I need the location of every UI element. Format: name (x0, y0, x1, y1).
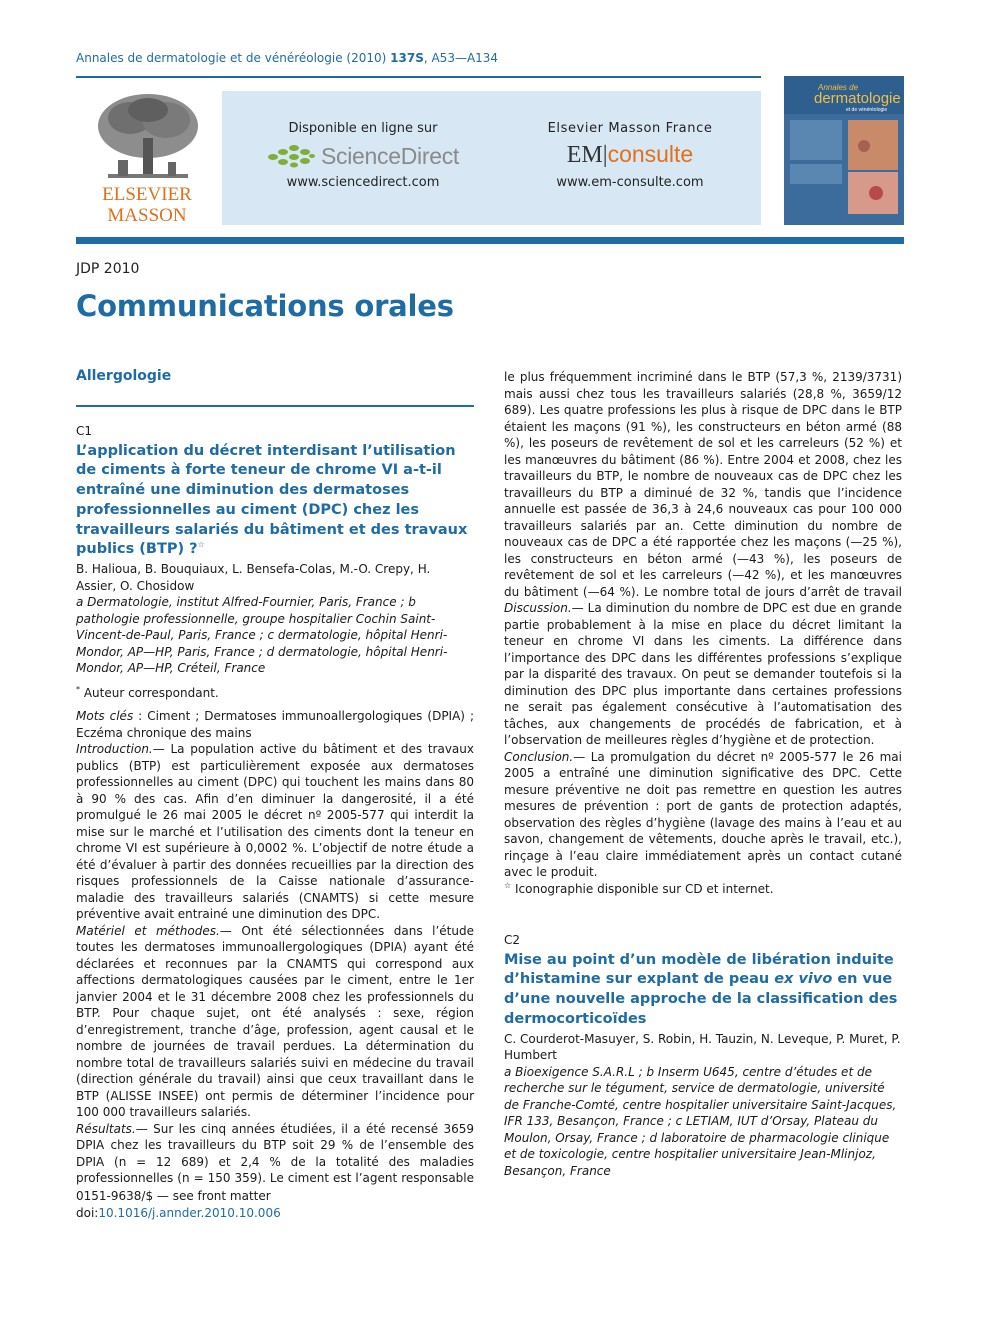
svg-text:et de vénéréologie: et de vénéréologie (846, 107, 888, 113)
introduction-paragraph: Introduction.— La population active du bâtiment et des travaux publics (BTP) est particulièrement exposée aux dermatoses professionnelles au ciment (DPC) qui touchent les mains dans 80 à 90 % des cas. Afin d’en diminuer la dangerosité, il a été promulgué le 26 mai 2005 le décret nº 2005-577 qui interdit la mise sur le marché et l’utilisation des ciments dont la teneur en chrome VI est supérieure à 0,0002 %. L’objectif de notre étude a été d’évaluer à partir des données recueillies par la direction des risques professionnels de la Caisse nationale d’assurance-maladie des travailleurs salariés (CNAMTS) si cette mesure préventive avait entrainé une diminution des DPC. (76, 742, 474, 922)
abstract-code-2: C2 (504, 933, 521, 947)
top-rule (76, 76, 761, 78)
conference-label: JDP 2010 (76, 261, 140, 277)
section-rule (76, 405, 474, 407)
tree-logo-icon (88, 90, 206, 226)
discussion-paragraph: Discussion.— La diminution du nombre de DPC est due en grande partie probablement à la mise en place du décret limitant la teneur en chrome VI dans les ciments. La différence dans l’importance des DPC dans les différentes professions s’explique par la disparité des travaux. On peut se demander toutefois si la diminution des DPC plus importante dans certaines professions ne serait pas également consécutive à l’automatisation des tâches, aux changements de procédés de fabrication, et à l’observation de meilleures règles d’hygiène et de protection. (504, 601, 902, 747)
results-paragraph: Résultats.— Sur les cinq années étudiées, il a été recensé 3659 DPIA chez les travailleurs du BTP soit 29 % de l’ensemble des DPIA (n = 12 689) et 2,4 % de la totalité des maladies professionnelles (n = 150 359). Le ciment est l’agent responsable (76, 1121, 474, 1186)
doi-line[interactable]: doi:10.1016/j.annder.2010.10.006 (76, 1206, 281, 1220)
emconsulte-logo[interactable]: EM|consulte (566, 141, 694, 168)
journal-cover-image (784, 76, 904, 225)
svg-text:Annales de: Annales de (818, 83, 859, 92)
sciencedirect-url[interactable]: www.sciencedirect.com (286, 175, 440, 190)
journal-cover[interactable] (784, 76, 904, 225)
corresponding-author-note: * Auteur correspondant. (76, 684, 219, 700)
abstract-title-2: Mise au point d’un modèle de libération induite d’histamine sur explant de peau ex vivo en vue d’une nouvelle approche de la classification des dermocorticoïdes (504, 951, 898, 1027)
results-continued: le plus fréquemment incriminé dans le BTP (57,3 %, 2139/3731) mais aussi chez tous les travailleurs salariés (28,8 %, 3659/12 689). Les quatre professions les plus à risque de DPC dans le BTP étaient les maçons (91 %), les constructeurs en béton armé (88 %), les poseurs de revêtement de sol et les carreleurs (52 %) et les manœuvres du bâtiment (86 %). Entre 2004 et 2008, chez les travailleurs du BTP, le nombre de nouveaux cas de DPC chez les travailleurs du BTP a diminué de 32 %, tandis que l’incidence annuelle est passée de 36,3 à 24,6 nouveaux cas pour 100 000 travailleurs salariés par an. Cette diminution du nombre de nouveaux cas de DPC a été rapportée chez les maçons (—25 %), les constructeurs en béton armé (—43 %), les poseurs de revêtement de sol et les carreleurs (—42 %), et les manœuvres du bâtiment (—64 %). Le nombre total de jours d’arrêt de travail (504, 370, 902, 599)
svg-text:MASSON: MASSON (107, 205, 187, 226)
front-matter-footer (76, 1188, 281, 1222)
section-heading: Allergologie (76, 368, 172, 384)
abstract-code: C1 (76, 424, 93, 438)
sciencedirect-leaves-icon (267, 143, 315, 169)
methods-paragraph: Matériel et méthodes.— Ont été sélectionnées dans l’étude toutes les dermatoses immunoallergologiques (DPIA) ayant été déclarées et reconnues par la CNAMTS qui correspond aux affections dermatologiques causées par le ciment, entre le 1er janvier 2004 et le 31 décembre 2008 chez les professionnels du BTP. Pour chaque sujet, ont été analysés : sexe, région d’enregistrement, tranche d’âge, profession, agent causal et le nombre de journées de travail perdues. La détermination du nombre total de travailleurs salariés suivi en médecine du travail (direction générale du travail) ainsi que ceux travaillant dans le BTP (ALISSE INSEE) ont permis de déterminer l’incidence pour 100 000 travailleurs salariés. (76, 923, 474, 1120)
journal-reference: Annales de dermatologie et de vénéréologie (2010) 137S, A53—A134 (76, 51, 499, 65)
abstract-title: L’application du décret interdisant l’utilisation de ciments à forte teneur de chrome VI a-t-il entraîné une diminution des dermatoses professionnelles au ciment (DPC) chez les travailleurs salariés du bâtiment et des travaux publics (BTP) ?☆ (76, 442, 468, 558)
left-column (76, 423, 474, 1187)
sciencedirect-logo[interactable] (258, 141, 468, 171)
header-divider (76, 237, 904, 244)
svg-text:ELSEVIER: ELSEVIER (102, 184, 192, 205)
emconsulte-block[interactable] (525, 121, 735, 190)
author-list: B. Halioua, B. Bouquiaux, L. Bensefa-Colas, M.-O. Crepy, H. Assier, O. Chosidow (76, 562, 431, 593)
doi-link[interactable]: 10.1016/j.annder.2010.10.006 (98, 1206, 281, 1220)
sciencedirect-available-label: Disponible en ligne sur (288, 121, 438, 136)
author-list-2: C. Courderot-Masuyer, S. Robin, H. Tauzin, N. Leveque, P. Muret, P. Humbert (504, 1031, 901, 1063)
em-publisher-label: Elsevier Masson France (547, 121, 713, 136)
right-column (504, 369, 902, 1179)
sciencedirect-logo-text: ScienceDirect (321, 142, 459, 169)
svg-text:dermatologie: dermatologie (814, 90, 901, 107)
affiliations: a Dermatologie, institut Alfred-Fournier, Paris, France ; b pathologie professionnelle, groupe hospitalier Cochin Saint-Vincent-de-Paul, Paris, France ; c dermatologie, hôpital Henri-Mondor, AP—HP, Paris, France ; d dermatologie, hôpital Henri-Mondor, AP—HP, Créteil, France (76, 595, 448, 676)
iconography-note: ☆ Iconographie disponible sur CD et internet. (504, 880, 774, 896)
conclusion-paragraph: Conclusion.— La promulgation du décret nº 2005-577 le 26 mai 2005 a entraîné une diminution significative des DPC. Cette mesure préventive ne doit pas remettre en question les autres mesures de prévention : port de gants de protection adaptés, observation des règles d’hygiène (lavage des mains à l’eau et au savon, changement de vêtements, douche après le travail, etc.), rinçage à l’eau claire immédiatement après un contact cutané avec le produit. (504, 749, 902, 879)
issn-line: 0151-9638/$ — see front matter (76, 1189, 271, 1203)
emconsulte-url[interactable]: www.em-consulte.com (556, 175, 704, 190)
affiliations-2: a Bioexigence S.A.R.L ; b Inserm U645, centre d’études et de recherche sur le tégument, service de dermatologie, université de Franche-Comté, centre hospitalier universitaire Saint-Jacques, IFR 133, Besançon, France ; c LETIAM, IUT d’Orsay, Plateau du Moulon, Orsay, France ; d laboratoire de pharmacologie clinique et de toxicologie, centre hospitalier universitaire Jean-Mlinjoz, Besançon, France (504, 1064, 897, 1178)
keywords: Mots clés : Ciment ; Dermatoses immunoallergologiques (DPIA) ; Eczéma chronique des mains (76, 709, 474, 740)
sciencedirect-block[interactable] (258, 121, 468, 190)
elsevier-masson-logo (88, 90, 206, 226)
page-title: Communications orales (76, 289, 454, 323)
